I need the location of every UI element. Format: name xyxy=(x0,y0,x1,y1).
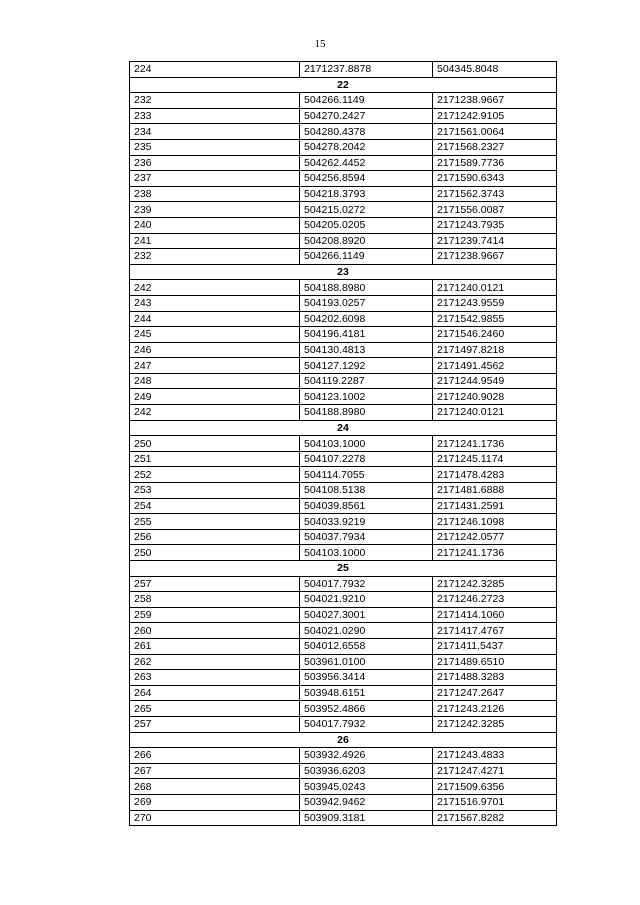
y-coordinate-cell: 2171246.2723 xyxy=(433,592,557,608)
table-row xyxy=(130,654,557,670)
table-row xyxy=(130,685,557,701)
table-row xyxy=(130,358,557,374)
x-coordinate-cell: 503909.3181 xyxy=(300,810,433,826)
x-coordinate-cell: 504270.2427 xyxy=(300,108,433,124)
x-coordinate-cell: 504196.4181 xyxy=(300,327,433,343)
y-coordinate-cell: 2171488.3283 xyxy=(433,670,557,686)
y-coordinate-cell: 2171247.2647 xyxy=(433,685,557,701)
point-id-cell: 240 xyxy=(130,217,300,233)
x-coordinate-cell: 504103.1000 xyxy=(300,545,433,561)
x-coordinate-cell: 504108.5138 xyxy=(300,483,433,499)
y-coordinate-cell: 2171478.4283 xyxy=(433,467,557,483)
x-coordinate-cell: 504262.4452 xyxy=(300,155,433,171)
y-coordinate-cell: 2171491.4562 xyxy=(433,358,557,374)
group-label: 24 xyxy=(130,420,557,436)
group-header-row xyxy=(130,420,557,436)
point-id-cell: 239 xyxy=(130,202,300,218)
point-id-cell: 269 xyxy=(130,794,300,810)
table-row xyxy=(130,716,557,732)
point-id-cell: 267 xyxy=(130,763,300,779)
table-row xyxy=(130,514,557,530)
y-coordinate-cell: 2171239.7414 xyxy=(433,233,557,249)
table-row xyxy=(130,576,557,592)
point-id-cell: 259 xyxy=(130,607,300,623)
point-id-cell: 270 xyxy=(130,810,300,826)
table-row xyxy=(130,62,557,78)
group-label: 23 xyxy=(130,264,557,280)
point-id-cell: 256 xyxy=(130,529,300,545)
group-header-row xyxy=(130,264,557,280)
group-label: 26 xyxy=(130,732,557,748)
x-coordinate-cell: 503948.6151 xyxy=(300,685,433,701)
point-id-cell: 268 xyxy=(130,779,300,795)
point-id-cell: 252 xyxy=(130,467,300,483)
table-row xyxy=(130,763,557,779)
y-coordinate-cell: 2171241.1736 xyxy=(433,545,557,561)
point-id-cell: 263 xyxy=(130,670,300,686)
point-id-cell: 260 xyxy=(130,623,300,639)
x-coordinate-cell: 504017.7932 xyxy=(300,716,433,732)
y-coordinate-cell: 2171240.0121 xyxy=(433,280,557,296)
point-id-cell: 237 xyxy=(130,171,300,187)
table-row xyxy=(130,280,557,296)
y-coordinate-cell: 2171244.9549 xyxy=(433,373,557,389)
page-number: 15 xyxy=(314,38,326,50)
x-coordinate-cell: 504208.8920 xyxy=(300,233,433,249)
point-id-cell: 236 xyxy=(130,155,300,171)
table-row xyxy=(130,498,557,514)
x-coordinate-cell: 503936.6203 xyxy=(300,763,433,779)
table-row xyxy=(130,373,557,389)
x-coordinate-cell: 504127.1292 xyxy=(300,358,433,374)
point-id-cell: 238 xyxy=(130,186,300,202)
table-row xyxy=(130,139,557,155)
table-row xyxy=(130,342,557,358)
group-header-row xyxy=(130,732,557,748)
y-coordinate-cell: 2171238.9667 xyxy=(433,249,557,265)
group-label: 25 xyxy=(130,561,557,577)
point-id-cell: 234 xyxy=(130,124,300,140)
x-coordinate-cell: 504218.3793 xyxy=(300,186,433,202)
y-coordinate-cell: 2171411.5437 xyxy=(433,638,557,654)
y-coordinate-cell: 2171561.0064 xyxy=(433,124,557,140)
x-coordinate-cell: 504193.0257 xyxy=(300,295,433,311)
x-coordinate-cell: 504039.8561 xyxy=(300,498,433,514)
point-id-cell: 232 xyxy=(130,93,300,109)
y-coordinate-cell: 2171414.1060 xyxy=(433,607,557,623)
table-row xyxy=(130,233,557,249)
x-coordinate-cell: 503932.4926 xyxy=(300,748,433,764)
table-row xyxy=(130,217,557,233)
point-id-cell: 253 xyxy=(130,483,300,499)
y-coordinate-cell: 2171242.3285 xyxy=(433,576,557,592)
table-row xyxy=(130,794,557,810)
table-row xyxy=(130,155,557,171)
y-coordinate-cell: 2171589.7736 xyxy=(433,155,557,171)
x-coordinate-cell: 503956.3414 xyxy=(300,670,433,686)
point-id-cell: 235 xyxy=(130,139,300,155)
point-id-cell: 265 xyxy=(130,701,300,717)
table-row xyxy=(130,701,557,717)
point-id-cell: 257 xyxy=(130,576,300,592)
y-coordinate-cell: 2171516.9701 xyxy=(433,794,557,810)
y-coordinate-cell: 2171546.2460 xyxy=(433,327,557,343)
point-id-cell: 261 xyxy=(130,638,300,654)
coordinates-table-body xyxy=(130,62,557,826)
y-coordinate-cell: 2171243.7935 xyxy=(433,217,557,233)
table-row xyxy=(130,295,557,311)
y-coordinate-cell: 2171590.6343 xyxy=(433,171,557,187)
x-coordinate-cell: 504266.1149 xyxy=(300,249,433,265)
y-coordinate-cell: 2171247.4271 xyxy=(433,763,557,779)
point-id-cell: 266 xyxy=(130,748,300,764)
x-coordinate-cell: 504188.8980 xyxy=(300,280,433,296)
y-coordinate-cell: 2171242.3285 xyxy=(433,716,557,732)
x-coordinate-cell: 503952.4866 xyxy=(300,701,433,717)
table-row xyxy=(130,436,557,452)
y-coordinate-cell: 2171509.6356 xyxy=(433,779,557,795)
y-coordinate-cell: 2171242.0577 xyxy=(433,529,557,545)
y-coordinate-cell: 2171481.6888 xyxy=(433,483,557,499)
y-coordinate-cell: 2171240.9028 xyxy=(433,389,557,405)
y-coordinate-cell: 2171417.4767 xyxy=(433,623,557,639)
table-row xyxy=(130,483,557,499)
x-coordinate-cell: 504278.2042 xyxy=(300,139,433,155)
y-coordinate-cell: 2171245.1174 xyxy=(433,451,557,467)
y-coordinate-cell: 2171568.2327 xyxy=(433,139,557,155)
table-row xyxy=(130,623,557,639)
point-id-cell: 250 xyxy=(130,545,300,561)
x-coordinate-cell: 504027.3001 xyxy=(300,607,433,623)
x-coordinate-cell: 504033.9219 xyxy=(300,514,433,530)
y-coordinate-cell: 2171238.9667 xyxy=(433,93,557,109)
y-coordinate-cell: 2171243.2126 xyxy=(433,701,557,717)
x-coordinate-cell: 2171237.8878 xyxy=(300,62,433,78)
x-coordinate-cell: 504119.2287 xyxy=(300,373,433,389)
y-coordinate-cell: 2171243.4833 xyxy=(433,748,557,764)
y-coordinate-cell: 2171246.1098 xyxy=(433,514,557,530)
point-id-cell: 233 xyxy=(130,108,300,124)
table-row xyxy=(130,467,557,483)
x-coordinate-cell: 504021.0290 xyxy=(300,623,433,639)
point-id-cell: 258 xyxy=(130,592,300,608)
x-coordinate-cell: 504188.8980 xyxy=(300,405,433,421)
table-row xyxy=(130,748,557,764)
y-coordinate-cell: 2171431.2591 xyxy=(433,498,557,514)
x-coordinate-cell: 504021.9210 xyxy=(300,592,433,608)
table-row xyxy=(130,545,557,561)
group-header-row xyxy=(130,561,557,577)
y-coordinate-cell: 2171489.6510 xyxy=(433,654,557,670)
x-coordinate-cell: 504130.4813 xyxy=(300,342,433,358)
point-id-cell: 232 xyxy=(130,249,300,265)
x-coordinate-cell: 504256.8594 xyxy=(300,171,433,187)
point-id-cell: 251 xyxy=(130,451,300,467)
point-id-cell: 254 xyxy=(130,498,300,514)
table-row xyxy=(130,311,557,327)
x-coordinate-cell: 503961.0100 xyxy=(300,654,433,670)
table-row xyxy=(130,93,557,109)
point-id-cell: 249 xyxy=(130,389,300,405)
x-coordinate-cell: 504114.7055 xyxy=(300,467,433,483)
y-coordinate-cell: 2171241.1736 xyxy=(433,436,557,452)
x-coordinate-cell: 504280.4378 xyxy=(300,124,433,140)
x-coordinate-cell: 503942.9462 xyxy=(300,794,433,810)
group-label: 22 xyxy=(130,77,557,93)
y-coordinate-cell: 2171556.0087 xyxy=(433,202,557,218)
x-coordinate-cell: 504012.6558 xyxy=(300,638,433,654)
x-coordinate-cell: 503945.0243 xyxy=(300,779,433,795)
y-coordinate-cell: 2171240.0121 xyxy=(433,405,557,421)
point-id-cell: 224 xyxy=(130,62,300,78)
table-row xyxy=(130,779,557,795)
table-row xyxy=(130,108,557,124)
point-id-cell: 250 xyxy=(130,436,300,452)
coordinates-table xyxy=(129,61,557,826)
x-coordinate-cell: 504123.1002 xyxy=(300,389,433,405)
y-coordinate-cell: 2171242.9105 xyxy=(433,108,557,124)
x-coordinate-cell: 504215.0272 xyxy=(300,202,433,218)
point-id-cell: 241 xyxy=(130,233,300,249)
table-row xyxy=(130,451,557,467)
y-coordinate-cell: 2171243.9559 xyxy=(433,295,557,311)
y-coordinate-cell: 504345.8048 xyxy=(433,62,557,78)
table-row xyxy=(130,249,557,265)
table-row xyxy=(130,638,557,654)
point-id-cell: 247 xyxy=(130,358,300,374)
point-id-cell: 248 xyxy=(130,373,300,389)
table-row xyxy=(130,405,557,421)
x-coordinate-cell: 504037.7934 xyxy=(300,529,433,545)
point-id-cell: 244 xyxy=(130,311,300,327)
y-coordinate-cell: 2171542.9855 xyxy=(433,311,557,327)
table-row xyxy=(130,607,557,623)
table-row xyxy=(130,171,557,187)
point-id-cell: 245 xyxy=(130,327,300,343)
y-coordinate-cell: 2171567.8282 xyxy=(433,810,557,826)
point-id-cell: 262 xyxy=(130,654,300,670)
group-header-row xyxy=(130,77,557,93)
table-row xyxy=(130,592,557,608)
table-row xyxy=(130,810,557,826)
x-coordinate-cell: 504017.7932 xyxy=(300,576,433,592)
table-row xyxy=(130,670,557,686)
point-id-cell: 264 xyxy=(130,685,300,701)
point-id-cell: 246 xyxy=(130,342,300,358)
y-coordinate-cell: 2171497.8218 xyxy=(433,342,557,358)
point-id-cell: 255 xyxy=(130,514,300,530)
table-row xyxy=(130,124,557,140)
x-coordinate-cell: 504103.1000 xyxy=(300,436,433,452)
x-coordinate-cell: 504202.6098 xyxy=(300,311,433,327)
point-id-cell: 242 xyxy=(130,405,300,421)
point-id-cell: 243 xyxy=(130,295,300,311)
x-coordinate-cell: 504107.2278 xyxy=(300,451,433,467)
x-coordinate-cell: 504266.1149 xyxy=(300,93,433,109)
table-row xyxy=(130,529,557,545)
x-coordinate-cell: 504205.0205 xyxy=(300,217,433,233)
table-row xyxy=(130,202,557,218)
point-id-cell: 257 xyxy=(130,716,300,732)
table-row xyxy=(130,327,557,343)
point-id-cell: 242 xyxy=(130,280,300,296)
table-row xyxy=(130,186,557,202)
table-row xyxy=(130,389,557,405)
y-coordinate-cell: 2171562.3743 xyxy=(433,186,557,202)
